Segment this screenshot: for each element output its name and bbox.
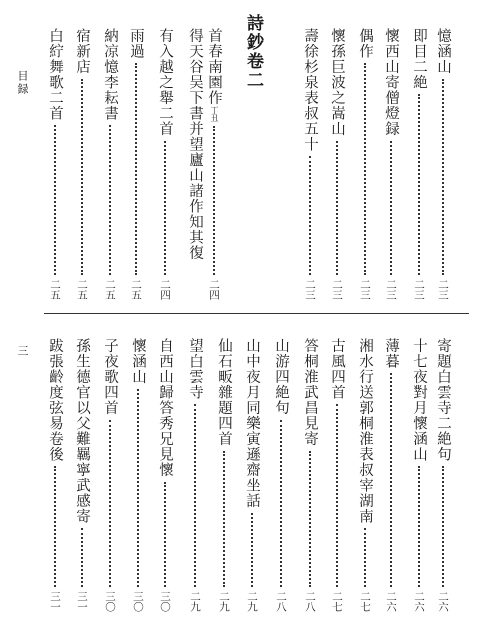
toc-entry-title: 跋張齡度弦易卷後: [47, 338, 63, 462]
toc-entry-title: 懷西山寄僧燈録: [383, 28, 399, 137]
toc-entry-page: 二九: [189, 591, 201, 612]
dot-leader: [364, 528, 366, 587]
toc-entry: [101, 28, 119, 300]
toc-entry-title: 山游四絶句: [273, 338, 289, 416]
dot-leader: [280, 420, 282, 588]
toc-entry: [46, 28, 64, 300]
toc-entry-title: 十七夜對月懷涵山: [411, 338, 427, 462]
toc-entry: [186, 28, 204, 300]
dot-leader: [364, 63, 366, 275]
toc-entry-title: 孫生德官以父難羈寧武感寄: [74, 338, 90, 524]
toc-entry: [46, 338, 64, 612]
toc-entry-title: 自西山歸答秀兄見懷: [157, 338, 173, 478]
toc-entry-page: 二三: [437, 279, 449, 300]
toc-entry-title: 壽徐杉泉表叔五十: [302, 28, 318, 152]
toc-entry-title: 得天谷吴下書并望廬山諸作知其復: [187, 28, 203, 261]
toc-entry: [243, 338, 261, 612]
toc-entry: [328, 28, 346, 300]
toc-entry-page: 三〇: [132, 591, 144, 612]
toc-entry-title: 仙石畈雜題四首: [216, 338, 232, 447]
toc-entry-title: 懷涵山: [130, 338, 146, 385]
dot-leader: [213, 126, 215, 276]
toc-entry-title: 白紵舞歌二首: [47, 28, 63, 121]
toc-entry: [356, 28, 374, 300]
toc-entry: [205, 28, 223, 300]
toc-entry: [73, 338, 91, 612]
toc-entry-page: 二七: [331, 591, 343, 612]
toc-entry-page: 二八: [275, 591, 287, 612]
dot-leader: [442, 79, 444, 276]
section-label: 目録: [16, 70, 29, 96]
toc-entry-page: 三一: [76, 591, 88, 612]
toc-entry-title: 望白雲寺: [187, 338, 203, 400]
dot-leader: [54, 466, 56, 587]
toc-entry: [434, 28, 452, 300]
folio-number: 三: [16, 345, 29, 358]
toc-entry-title: 偶作: [357, 28, 373, 59]
dot-leader: [81, 79, 83, 276]
toc-entry: [301, 338, 319, 612]
toc-entry-title: 納凉憶李耘書: [102, 28, 118, 121]
dot-leader: [223, 451, 225, 588]
toc-entry-title: 即目二絶: [411, 28, 427, 90]
dot-leader: [418, 466, 420, 587]
dot-leader: [336, 404, 338, 587]
toc-entry-page: 二三: [413, 279, 425, 300]
toc-entry-title: 答桐淮武昌見寄: [302, 338, 318, 447]
toc-entry-page: 二七: [359, 591, 371, 612]
toc-entry-page: 三〇: [159, 591, 171, 612]
toc-entry: [127, 28, 145, 300]
dot-leader: [194, 404, 196, 587]
toc-entry-page: 二三: [331, 279, 343, 300]
toc-entry: [382, 338, 400, 612]
dot-leader: [390, 141, 392, 276]
toc-entry-page: 二三: [359, 279, 371, 300]
toc-entry-title: 憶涵山: [435, 28, 451, 75]
toc-entry: [156, 338, 174, 612]
toc-entry-page: 二六: [385, 591, 397, 612]
toc-entry-title: 寄題白雲寺二絶句: [435, 338, 451, 462]
toc-entry-title: 懷孫巨波之嵩山: [329, 28, 345, 137]
toc-entry-note: 丁丑: [210, 105, 219, 122]
toc-entry-title: 子夜歌四首: [102, 338, 118, 416]
dot-leader: [418, 94, 420, 275]
toc-entry: [301, 28, 319, 300]
toc-entry: [272, 338, 290, 612]
dot-leader: [309, 156, 311, 275]
dot-leader: [54, 125, 56, 275]
toc-entry: [101, 338, 119, 612]
toc-entry: [215, 338, 233, 612]
dot-leader: [137, 389, 139, 588]
dot-leader: [309, 451, 311, 588]
toc-entry: [434, 338, 452, 612]
toc-entry: [156, 28, 174, 300]
dot-leader: [81, 528, 83, 587]
toc-entry-title: 古風四首: [329, 338, 345, 400]
dot-leader: [135, 63, 137, 275]
toc-entry: [382, 28, 400, 300]
toc-entry: [186, 338, 204, 612]
toc-entry-title: 有入越之舉二首: [157, 28, 173, 137]
toc-entry: [356, 338, 374, 612]
dot-leader: [336, 141, 338, 276]
toc-entry-page: 二六: [413, 591, 425, 612]
toc-entry-page: 二六: [437, 591, 449, 612]
toc-entry: [410, 338, 428, 612]
dot-leader: [251, 513, 253, 588]
toc-entry-title: 薄暮: [383, 338, 399, 369]
toc-entry: [410, 28, 428, 300]
toc-entry-page: 三一: [49, 591, 61, 612]
toc-entry-page: 二五: [104, 279, 116, 300]
toc-entry-page: 三〇: [104, 591, 116, 612]
toc-entry-page: 二五: [130, 279, 142, 300]
volume-heading: 詩鈔卷二: [243, 14, 263, 90]
toc-entry: [73, 28, 91, 300]
toc-entry-page: 二四: [159, 279, 171, 300]
toc-entry-title: 首春南園作: [206, 28, 222, 106]
toc-entry-page: 二四: [208, 279, 220, 300]
dot-leader: [390, 373, 392, 587]
toc-entry-page: 二五: [76, 279, 88, 300]
toc-entry-page: 二九: [246, 591, 258, 612]
toc-entry-page: 二九: [218, 591, 230, 612]
dot-leader: [109, 420, 111, 588]
toc-entry: [328, 338, 346, 612]
toc-entry-title: 湘水行送郭桐淮表叔宰湖南: [357, 338, 373, 524]
toc-entry-page: 二三: [385, 279, 397, 300]
dot-leader: [164, 482, 166, 588]
toc-entry-page: 二八: [304, 591, 316, 612]
toc-entry-page: 二五: [49, 279, 61, 300]
dot-leader: [109, 125, 111, 275]
toc-entry-title: 宿新店: [74, 28, 90, 75]
toc-entry-title: 山中夜月同樂寅遜齋坐話: [244, 338, 260, 509]
toc-entry: [129, 338, 147, 612]
toc-entry-title: 雨過: [128, 28, 144, 59]
dot-leader: [442, 466, 444, 587]
toc-entry-page: 二三: [304, 279, 316, 300]
dot-leader: [164, 141, 166, 276]
section-divider: [44, 313, 469, 314]
